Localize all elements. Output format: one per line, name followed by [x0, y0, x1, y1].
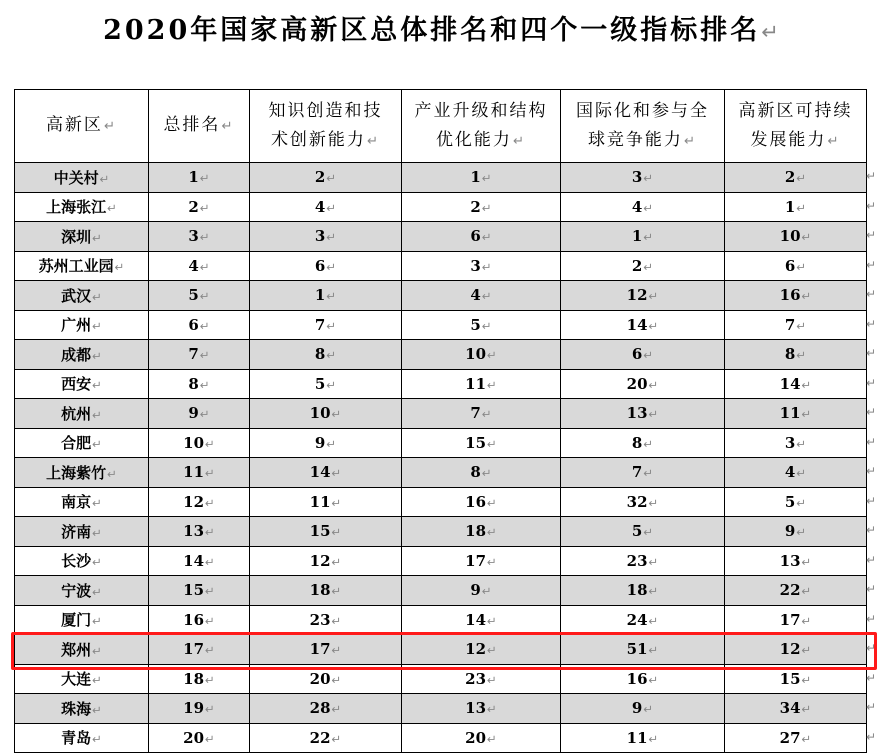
paragraph-mark-icon: ↵ [205, 554, 215, 569]
rank-cell: 14↵ [250, 458, 402, 488]
document-title [0, 8, 885, 47]
paragraph-mark-icon: ↵ [487, 495, 497, 510]
zone-name-cell: 广州↵ [15, 310, 149, 340]
paragraph-mark-icon: ↵ [801, 584, 812, 599]
rank-cell: 23↵ [561, 546, 725, 576]
table-row [15, 664, 867, 694]
paragraph-mark-icon: ↵ [796, 525, 807, 540]
paragraph-mark-icon: ↵ [643, 259, 654, 274]
rank-cell: 3↵ [725, 428, 867, 458]
rank-cell: 7↵ [402, 399, 561, 429]
paragraph-mark-icon: ↵ [331, 672, 342, 687]
paragraph-mark-icon: ↵ [92, 614, 102, 629]
row-end-mark-icon: ↵ [866, 405, 877, 420]
table-row [15, 192, 867, 222]
table-row [15, 576, 867, 606]
paragraph-mark-icon: ↵ [199, 200, 210, 215]
paragraph-mark-icon: ↵ [199, 171, 210, 186]
paragraph-mark-icon: ↵ [801, 702, 812, 717]
rank-cell: 13↵ [149, 517, 250, 547]
paragraph-mark-icon: ↵ [801, 230, 812, 245]
paragraph-mark-icon: ↵ [481, 230, 492, 245]
paragraph-mark-icon: ↵ [331, 584, 342, 599]
row-end-mark-icon: ↵ [866, 523, 877, 538]
rank-cell: 9↵ [725, 517, 867, 547]
header-knowledge-innovation: 知识创造和技术创新能力↵ [250, 90, 402, 163]
paragraph-mark-icon: ↵ [796, 466, 807, 481]
rank-cell: 11↵ [725, 399, 867, 429]
row-end-mark-icon: ↵ [866, 552, 877, 567]
rank-cell: 1↵ [250, 281, 402, 311]
paragraph-mark-icon: ↵ [761, 19, 782, 44]
paragraph-mark-icon: ↵ [326, 230, 337, 245]
rank-cell: 17↵ [725, 605, 867, 635]
paragraph-mark-icon: ↵ [648, 407, 659, 422]
rank-cell: 13↵ [561, 399, 725, 429]
paragraph-mark-icon: ↵ [205, 495, 215, 510]
paragraph-mark-icon: ↵ [643, 525, 654, 540]
row-end-mark-icon: ↵ [866, 287, 877, 302]
rank-cell: 8↵ [561, 428, 725, 458]
paragraph-mark-icon: ↵ [99, 171, 110, 186]
paragraph-mark-icon: ↵ [326, 318, 337, 333]
paragraph-mark-icon: ↵ [331, 731, 342, 746]
zone-name-cell: 西安↵ [15, 369, 149, 399]
paragraph-mark-icon: ↵ [114, 260, 125, 275]
table-row [15, 163, 867, 193]
row-end-mark-icon: ↵ [866, 169, 877, 184]
paragraph-mark-icon: ↵ [199, 289, 210, 304]
zone-name-cell: 中关村↵ [15, 163, 149, 193]
rank-cell: 1↵ [725, 192, 867, 222]
rank-cell: 22↵ [725, 576, 867, 606]
document-title-text: 2020年国家高新区总体排名和四个一级指标排名 [103, 15, 761, 46]
rank-cell: 23↵ [402, 664, 561, 694]
rank-cell: 9↵ [250, 428, 402, 458]
rank-cell: 15↵ [402, 428, 561, 458]
rank-cell: 8↵ [250, 340, 402, 370]
rank-cell: 11↵ [149, 458, 250, 488]
rank-cell: 10↵ [725, 222, 867, 252]
paragraph-mark-icon: ↵ [643, 436, 654, 451]
header-overall-rank: 总排名↵ [149, 90, 250, 163]
paragraph-mark-icon: ↵ [643, 200, 654, 215]
paragraph-mark-icon: ↵ [481, 289, 492, 304]
rank-cell: 14↵ [402, 605, 561, 635]
paragraph-mark-icon: ↵ [205, 584, 215, 599]
table-row [15, 340, 867, 370]
rank-cell: 4↵ [250, 192, 402, 222]
rank-cell: 20↵ [561, 369, 725, 399]
table-row [15, 517, 867, 547]
zone-name-cell: 上海张江↵ [15, 192, 149, 222]
paragraph-mark-icon: ↵ [92, 702, 102, 717]
rank-cell: 6↵ [149, 310, 250, 340]
rank-cell: 17↵ [149, 635, 250, 665]
paragraph-mark-icon: ↵ [92, 407, 102, 422]
paragraph-mark-icon: ↵ [487, 672, 497, 687]
paragraph-mark-icon: ↵ [326, 436, 337, 451]
rank-cell: 8↵ [725, 340, 867, 370]
paragraph-mark-icon: ↵ [326, 259, 337, 274]
row-end-mark-icon: ↵ [866, 375, 877, 390]
rank-cell: 22↵ [250, 723, 402, 753]
paragraph-mark-icon: ↵ [331, 702, 342, 717]
rank-cell: 17↵ [402, 546, 561, 576]
rank-cell: 6↵ [561, 340, 725, 370]
paragraph-mark-icon: ↵ [331, 466, 342, 481]
table-row [15, 458, 867, 488]
row-end-mark-icon: ↵ [866, 464, 877, 479]
rank-cell: 12↵ [561, 281, 725, 311]
rank-cell: 3↵ [561, 163, 725, 193]
rank-cell: 28↵ [250, 694, 402, 724]
row-end-mark-icon: ↵ [866, 228, 877, 243]
zone-name-cell: 成都↵ [15, 340, 149, 370]
paragraph-mark-icon: ↵ [92, 378, 102, 393]
paragraph-mark-icon: ↵ [92, 319, 102, 334]
rank-cell: 5↵ [149, 281, 250, 311]
rank-cell: 2↵ [725, 163, 867, 193]
rank-cell: 15↵ [149, 576, 250, 606]
paragraph-mark-icon: ↵ [331, 554, 342, 569]
zone-name-cell: 上海紫竹↵ [15, 458, 149, 488]
paragraph-mark-icon: ↵ [205, 525, 215, 540]
rank-cell: 18↵ [402, 517, 561, 547]
rank-cell: 12↵ [250, 546, 402, 576]
rank-cell: 1↵ [149, 163, 250, 193]
paragraph-mark-icon: ↵ [481, 171, 492, 186]
paragraph-mark-icon: ↵ [648, 554, 659, 569]
row-end-mark-icon: ↵ [866, 611, 877, 626]
zone-name-cell: 杭州↵ [15, 399, 149, 429]
paragraph-mark-icon: ↵ [648, 289, 659, 304]
rank-cell: 16↵ [402, 487, 561, 517]
rank-cell: 20↵ [149, 723, 250, 753]
paragraph-mark-icon: ↵ [107, 201, 117, 216]
zone-name-cell: 深圳↵ [15, 222, 149, 252]
paragraph-mark-icon: ↵ [648, 318, 659, 333]
paragraph-mark-icon: ↵ [801, 554, 812, 569]
paragraph-mark-icon: ↵ [487, 702, 497, 717]
rank-cell: 11↵ [561, 723, 725, 753]
paragraph-mark-icon: ↵ [801, 613, 812, 628]
zone-name-cell: 郑州↵ [15, 635, 149, 665]
paragraph-mark-icon: ↵ [801, 407, 812, 422]
row-end-mark-icon: ↵ [866, 316, 877, 331]
table-body [15, 163, 867, 753]
rank-cell: 34↵ [725, 694, 867, 724]
paragraph-mark-icon: ↵ [643, 171, 654, 186]
rank-cell: 51↵ [561, 635, 725, 665]
paragraph-mark-icon: ↵ [487, 436, 497, 451]
paragraph-mark-icon: ↵ [487, 554, 497, 569]
paragraph-mark-icon: ↵ [331, 613, 342, 628]
paragraph-mark-icon: ↵ [92, 732, 102, 747]
table-row [15, 635, 867, 665]
paragraph-mark-icon: ↵ [326, 289, 337, 304]
rank-cell: 10↵ [149, 428, 250, 458]
table-row [15, 723, 867, 753]
paragraph-mark-icon: ↵ [648, 495, 659, 510]
row-end-mark-icon: ↵ [866, 198, 877, 213]
zone-name-cell: 合肥↵ [15, 428, 149, 458]
paragraph-mark-icon: ↵ [326, 200, 337, 215]
rank-cell: 24↵ [561, 605, 725, 635]
rank-cell: 32↵ [561, 487, 725, 517]
ranking-table [14, 89, 867, 753]
row-end-mark-icon: ↵ [866, 729, 877, 744]
rank-cell: 11↵ [250, 487, 402, 517]
rank-cell: 5↵ [250, 369, 402, 399]
paragraph-mark-icon: ↵ [643, 230, 654, 245]
paragraph-mark-icon: ↵ [801, 643, 812, 658]
paragraph-mark-icon: ↵ [648, 731, 659, 746]
zone-name-cell: 厦门↵ [15, 605, 149, 635]
paragraph-mark-icon: ↵ [487, 643, 497, 658]
paragraph-mark-icon: ↵ [92, 555, 102, 570]
paragraph-mark-icon: ↵ [199, 318, 210, 333]
table-row [15, 281, 867, 311]
rank-cell: 1↵ [402, 163, 561, 193]
paragraph-mark-icon: ↵ [648, 643, 659, 658]
rank-cell: 23↵ [250, 605, 402, 635]
paragraph-mark-icon: ↵ [326, 377, 337, 392]
rank-cell: 16↵ [725, 281, 867, 311]
rank-cell: 16↵ [149, 605, 250, 635]
rank-cell: 7↵ [725, 310, 867, 340]
rank-cell: 17↵ [250, 635, 402, 665]
paragraph-mark-icon: ↵ [481, 318, 492, 333]
header-zone: 高新区↵ [15, 90, 149, 163]
paragraph-mark-icon: ↵ [796, 318, 807, 333]
paragraph-mark-icon: ↵ [205, 702, 215, 717]
zone-name-cell: 武汉↵ [15, 281, 149, 311]
rank-cell: 5↵ [725, 487, 867, 517]
zone-name-cell: 宁波↵ [15, 576, 149, 606]
header-industry-upgrade: 产业升级和结构优化能力↵ [402, 90, 561, 163]
rank-cell: 1↵ [561, 222, 725, 252]
rank-cell: 20↵ [402, 723, 561, 753]
paragraph-mark-icon: ↵ [326, 348, 337, 363]
rank-cell: 15↵ [725, 664, 867, 694]
row-end-mark-icon: ↵ [866, 582, 877, 597]
paragraph-mark-icon: ↵ [331, 407, 342, 422]
rank-cell: 7↵ [561, 458, 725, 488]
rank-cell: 3↵ [402, 251, 561, 281]
paragraph-mark-icon: ↵ [199, 259, 210, 274]
rank-cell: 14↵ [725, 369, 867, 399]
paragraph-mark-icon: ↵ [199, 377, 210, 392]
paragraph-mark-icon: ↵ [481, 466, 492, 481]
rank-cell: 9↵ [561, 694, 725, 724]
rank-cell: 12↵ [149, 487, 250, 517]
paragraph-mark-icon: ↵ [643, 466, 654, 481]
rank-cell: 2↵ [561, 251, 725, 281]
paragraph-mark-icon: ↵ [92, 584, 102, 599]
paragraph-mark-icon: ↵ [648, 377, 659, 392]
rank-cell: 4↵ [725, 458, 867, 488]
rank-cell: 13↵ [725, 546, 867, 576]
row-end-mark-icon: ↵ [866, 257, 877, 272]
paragraph-mark-icon: ↵ [801, 289, 812, 304]
paragraph-mark-icon: ↵ [481, 200, 492, 215]
paragraph-mark-icon: ↵ [92, 643, 102, 658]
table-row [15, 369, 867, 399]
rank-cell: 9↵ [149, 399, 250, 429]
rank-cell: 3↵ [149, 222, 250, 252]
zone-name-cell: 青岛↵ [15, 723, 149, 753]
paragraph-mark-icon: ↵ [801, 731, 812, 746]
rank-cell: 4↵ [149, 251, 250, 281]
paragraph-mark-icon: ↵ [205, 466, 215, 481]
rank-cell: 10↵ [402, 340, 561, 370]
paragraph-mark-icon: ↵ [643, 702, 654, 717]
paragraph-mark-icon: ↵ [648, 613, 659, 628]
paragraph-mark-icon: ↵ [92, 525, 102, 540]
rank-cell: 6↵ [250, 251, 402, 281]
paragraph-mark-icon: ↵ [205, 672, 215, 687]
row-end-mark-icon: ↵ [866, 700, 877, 715]
rank-cell: 6↵ [402, 222, 561, 252]
rank-cell: 4↵ [561, 192, 725, 222]
paragraph-mark-icon: ↵ [487, 377, 497, 392]
rank-cell: 8↵ [402, 458, 561, 488]
rank-cell: 3↵ [250, 222, 402, 252]
rank-cell: 15↵ [250, 517, 402, 547]
rank-cell: 2↵ [402, 192, 561, 222]
paragraph-mark-icon: ↵ [92, 496, 102, 511]
paragraph-mark-icon: ↵ [648, 672, 659, 687]
paragraph-mark-icon: ↵ [796, 171, 807, 186]
paragraph-mark-icon: ↵ [796, 259, 807, 274]
paragraph-mark-icon: ↵ [331, 495, 342, 510]
rank-cell: 5↵ [402, 310, 561, 340]
paragraph-mark-icon: ↵ [331, 643, 342, 658]
rank-cell: 2↵ [149, 192, 250, 222]
rank-cell: 7↵ [149, 340, 250, 370]
rank-cell: 14↵ [561, 310, 725, 340]
rank-cell: 16↵ [561, 664, 725, 694]
rank-cell: 18↵ [561, 576, 725, 606]
paragraph-mark-icon: ↵ [801, 672, 812, 687]
table-row [15, 428, 867, 458]
row-end-mark-icon: ↵ [866, 670, 877, 685]
rank-cell: 8↵ [149, 369, 250, 399]
rank-cell: 11↵ [402, 369, 561, 399]
paragraph-mark-icon: ↵ [205, 643, 215, 658]
rank-cell: 4↵ [402, 281, 561, 311]
header-internationalization: 国际化和参与全球竞争能力↵ [561, 90, 725, 163]
paragraph-mark-icon: ↵ [796, 348, 807, 363]
zone-name-cell: 南京↵ [15, 487, 149, 517]
paragraph-mark-icon: ↵ [796, 495, 807, 510]
paragraph-mark-icon: ↵ [92, 230, 102, 245]
zone-name-cell: 济南↵ [15, 517, 149, 547]
row-end-mark-icon: ↵ [866, 493, 877, 508]
paragraph-mark-icon: ↵ [648, 584, 659, 599]
paragraph-mark-icon: ↵ [487, 613, 497, 628]
rank-cell: 7↵ [250, 310, 402, 340]
rank-cell: 20↵ [250, 664, 402, 694]
paragraph-mark-icon: ↵ [199, 348, 210, 363]
table-row [15, 310, 867, 340]
table-row [15, 605, 867, 635]
paragraph-mark-icon: ↵ [326, 171, 337, 186]
paragraph-mark-icon: ↵ [643, 348, 654, 363]
rank-cell: 18↵ [149, 664, 250, 694]
paragraph-mark-icon: ↵ [92, 437, 102, 452]
rank-cell: 9↵ [402, 576, 561, 606]
rank-cell: 27↵ [725, 723, 867, 753]
table-row [15, 694, 867, 724]
rank-cell: 19↵ [149, 694, 250, 724]
paragraph-mark-icon: ↵ [487, 731, 497, 746]
paragraph-mark-icon: ↵ [205, 731, 215, 746]
zone-name-cell: 长沙↵ [15, 546, 149, 576]
header-sustainability: 高新区可持续发展能力↵ [725, 90, 867, 163]
paragraph-mark-icon: ↵ [796, 436, 807, 451]
table-row [15, 487, 867, 517]
paragraph-mark-icon: ↵ [331, 525, 342, 540]
table-row [15, 222, 867, 252]
table-row [15, 399, 867, 429]
rank-cell: 6↵ [725, 251, 867, 281]
zone-name-cell: 大连↵ [15, 664, 149, 694]
paragraph-mark-icon: ↵ [481, 407, 492, 422]
paragraph-mark-icon: ↵ [796, 200, 807, 215]
rank-cell: 14↵ [149, 546, 250, 576]
paragraph-mark-icon: ↵ [199, 230, 210, 245]
paragraph-mark-icon: ↵ [199, 407, 210, 422]
paragraph-mark-icon: ↵ [107, 466, 117, 481]
paragraph-mark-icon: ↵ [481, 584, 492, 599]
paragraph-mark-icon: ↵ [205, 613, 215, 628]
zone-name-cell: 珠海↵ [15, 694, 149, 724]
rank-cell: 18↵ [250, 576, 402, 606]
rank-cell: 5↵ [561, 517, 725, 547]
paragraph-mark-icon: ↵ [92, 673, 102, 688]
paragraph-mark-icon: ↵ [487, 348, 497, 363]
row-end-mark-icon: ↵ [866, 434, 877, 449]
paragraph-mark-icon: ↵ [92, 348, 102, 363]
rank-cell: 12↵ [725, 635, 867, 665]
zone-name-cell: 苏州工业园↵ [15, 251, 149, 281]
paragraph-mark-icon: ↵ [487, 525, 497, 540]
table-row [15, 251, 867, 281]
rank-cell: 13↵ [402, 694, 561, 724]
row-end-mark-icon: ↵ [866, 346, 877, 361]
paragraph-mark-icon: ↵ [92, 289, 102, 304]
row-end-mark-icon: ↵ [866, 641, 877, 656]
paragraph-mark-icon: ↵ [481, 259, 492, 274]
rank-cell: 2↵ [250, 163, 402, 193]
table-row [15, 546, 867, 576]
rank-cell: 10↵ [250, 399, 402, 429]
rank-cell: 12↵ [402, 635, 561, 665]
paragraph-mark-icon: ↵ [205, 436, 215, 451]
paragraph-mark-icon: ↵ [801, 377, 812, 392]
table-header-row [15, 90, 867, 163]
